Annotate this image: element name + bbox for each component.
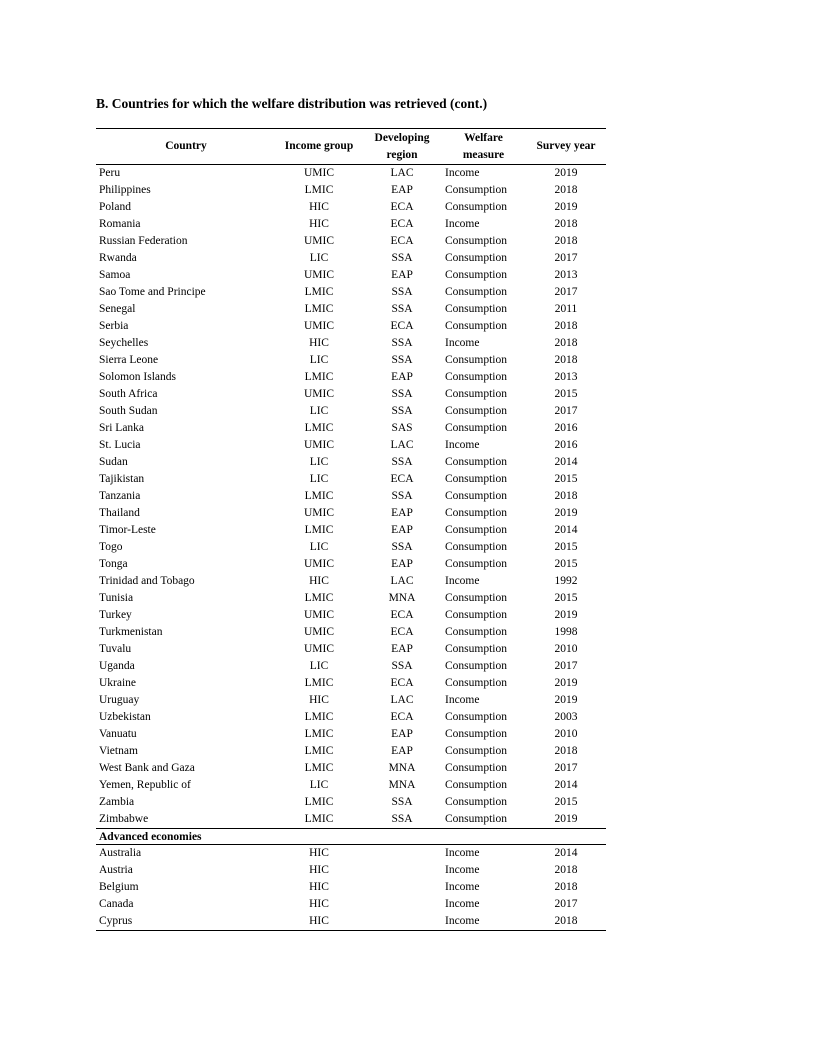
cell-welfare-measure: Consumption (445, 677, 507, 689)
cell-country: Solomon Islands (99, 371, 176, 383)
cell-survey-year: 2018 (554, 745, 578, 757)
table-row (96, 199, 606, 216)
group-advanced-economies: Advanced economies (96, 828, 606, 845)
cell-welfare-measure: Income (445, 847, 480, 859)
cell-welfare-measure: Consumption (445, 813, 507, 825)
table-header (96, 128, 606, 165)
table-row (96, 641, 606, 658)
cell-income-group: UMIC (303, 643, 335, 655)
cell-developing-region: EAP (391, 371, 413, 383)
cell-country: Sierra Leone (99, 354, 159, 366)
table-row (96, 811, 606, 828)
cell-income-group: HIC (309, 847, 329, 859)
cell-income-group: UMIC (303, 388, 335, 400)
cell-country: Turkmenistan (99, 626, 163, 638)
cell-welfare-measure: Consumption (445, 354, 507, 366)
cell-survey-year: 2017 (554, 405, 578, 417)
header-developing-region-line1: Developing (374, 132, 430, 144)
cell-income-group: HIC (309, 201, 329, 213)
table-row (96, 845, 606, 862)
cell-developing-region: LAC (390, 439, 414, 451)
table-row (96, 318, 606, 335)
cell-welfare-measure: Income (445, 898, 480, 910)
table-row (96, 607, 606, 624)
cell-survey-year: 2015 (554, 558, 578, 570)
table-row (96, 471, 606, 488)
cell-income-group: UMIC (303, 609, 335, 621)
cell-country: Uruguay (99, 694, 140, 706)
cell-survey-year: 2010 (554, 643, 578, 655)
cell-survey-year: 2019 (554, 201, 578, 213)
cell-survey-year: 2015 (554, 541, 578, 553)
cell-income-group: UMIC (303, 235, 335, 247)
cell-developing-region: LAC (390, 167, 414, 179)
cell-country: Vanuatu (99, 728, 137, 740)
cell-survey-year: 2014 (554, 456, 578, 468)
cell-welfare-measure: Consumption (445, 405, 507, 417)
table-row (96, 369, 606, 386)
cell-welfare-measure: Consumption (445, 745, 507, 757)
cell-developing-region: SAS (391, 422, 413, 434)
cell-survey-year: 2015 (554, 473, 578, 485)
cell-survey-year: 2017 (554, 762, 578, 774)
cell-welfare-measure: Consumption (445, 643, 507, 655)
cell-income-group: LMIC (304, 422, 334, 434)
cell-survey-year: 2013 (554, 371, 578, 383)
table-row (96, 182, 606, 199)
cell-country: Uganda (99, 660, 135, 672)
cell-welfare-measure: Income (445, 575, 480, 587)
table-row (96, 505, 606, 522)
table-row (96, 879, 606, 896)
cell-welfare-measure: Income (445, 218, 480, 230)
cell-developing-region: ECA (390, 218, 414, 230)
cell-country: Zambia (99, 796, 135, 808)
cell-country: Rwanda (99, 252, 137, 264)
cell-survey-year: 2016 (554, 439, 578, 451)
cell-welfare-measure: Consumption (445, 507, 507, 519)
cell-survey-year: 2016 (554, 422, 578, 434)
cell-income-group: LMIC (304, 286, 334, 298)
table-row (96, 896, 606, 913)
table-row (96, 743, 606, 760)
cell-welfare-measure: Consumption (445, 796, 507, 808)
table-row (96, 658, 606, 675)
cell-developing-region: ECA (390, 677, 414, 689)
cell-developing-region: SSA (391, 388, 413, 400)
cell-income-group: LMIC (304, 303, 334, 315)
cell-country: Australia (99, 847, 142, 859)
cell-welfare-measure: Consumption (445, 184, 507, 196)
cell-country: Tajikistan (99, 473, 145, 485)
table-row (96, 386, 606, 403)
cell-income-group: LIC (309, 541, 329, 553)
table-row (96, 352, 606, 369)
cell-country: Zimbabwe (99, 813, 149, 825)
cell-developing-region: EAP (391, 507, 413, 519)
cell-developing-region: SSA (391, 405, 413, 417)
cell-income-group: HIC (309, 881, 329, 893)
cell-income-group: UMIC (303, 167, 335, 179)
cell-welfare-measure: Consumption (445, 422, 507, 434)
cell-country: Trinidad and Tobago (99, 575, 195, 587)
header-income-group: Income group (284, 140, 354, 152)
cell-developing-region: ECA (390, 235, 414, 247)
cell-country: Togo (99, 541, 123, 553)
cell-income-group: LIC (309, 405, 329, 417)
cell-survey-year: 2015 (554, 796, 578, 808)
cell-welfare-measure: Consumption (445, 728, 507, 740)
cell-income-group: LMIC (304, 796, 334, 808)
cell-survey-year: 2018 (554, 864, 578, 876)
cell-welfare-measure: Consumption (445, 201, 507, 213)
cell-income-group: HIC (309, 337, 329, 349)
table-row (96, 573, 606, 590)
table-row (96, 726, 606, 743)
cell-income-group: LMIC (304, 371, 334, 383)
cell-welfare-measure: Consumption (445, 541, 507, 553)
cell-developing-region: SSA (391, 303, 413, 315)
cell-welfare-measure: Income (445, 694, 480, 706)
cell-country: Serbia (99, 320, 129, 332)
cell-survey-year: 2018 (554, 354, 578, 366)
table-row (96, 624, 606, 641)
cell-income-group: LIC (309, 252, 329, 264)
cell-country: Uzbekistan (99, 711, 151, 723)
table-row (96, 692, 606, 709)
cell-country: Canada (99, 898, 134, 910)
cell-welfare-measure: Consumption (445, 252, 507, 264)
cell-country: West Bank and Gaza (99, 762, 195, 774)
cell-income-group: HIC (309, 915, 329, 927)
cell-welfare-measure: Consumption (445, 473, 507, 485)
cell-welfare-measure: Income (445, 439, 480, 451)
cell-income-group: LMIC (304, 813, 334, 825)
cell-survey-year: 2014 (554, 847, 578, 859)
cell-income-group: LMIC (304, 490, 334, 502)
header-welfare-measure (436, 130, 531, 164)
cell-survey-year: 2014 (554, 524, 578, 536)
cell-income-group: HIC (309, 864, 329, 876)
cell-developing-region: ECA (390, 201, 414, 213)
table-row (96, 777, 606, 794)
cell-country: St. Lucia (99, 439, 141, 451)
cell-country: Russian Federation (99, 235, 188, 247)
countries-table (96, 128, 606, 931)
cell-country: Tanzania (99, 490, 141, 502)
cell-developing-region: SSA (391, 456, 413, 468)
table-row (96, 862, 606, 879)
cell-country: Turkey (99, 609, 132, 621)
table-row (96, 539, 606, 556)
cell-welfare-measure: Income (445, 337, 480, 349)
cell-developing-region: EAP (391, 728, 413, 740)
cell-income-group: LIC (309, 660, 329, 672)
cell-welfare-measure: Consumption (445, 558, 507, 570)
cell-developing-region: ECA (390, 626, 414, 638)
cell-welfare-measure: Income (445, 915, 480, 927)
cell-survey-year: 2018 (554, 218, 578, 230)
cell-country: Seychelles (99, 337, 149, 349)
cell-developing-region: SSA (391, 660, 413, 672)
table-row (96, 522, 606, 539)
cell-developing-region: ECA (390, 320, 414, 332)
cell-welfare-measure: Income (445, 881, 480, 893)
cell-income-group: HIC (309, 218, 329, 230)
cell-welfare-measure: Consumption (445, 371, 507, 383)
cell-country: Senegal (99, 303, 136, 315)
cell-developing-region: SSA (391, 796, 413, 808)
cell-country: Tonga (99, 558, 128, 570)
cell-survey-year: 2019 (554, 167, 578, 179)
table-row (96, 250, 606, 267)
cell-developing-region: EAP (391, 745, 413, 757)
cell-developing-region: SSA (391, 337, 413, 349)
cell-welfare-measure: Consumption (445, 303, 507, 315)
cell-welfare-measure: Consumption (445, 524, 507, 536)
cell-developing-region: LAC (390, 694, 414, 706)
cell-income-group: LMIC (304, 728, 334, 740)
cell-developing-region: SSA (391, 813, 413, 825)
cell-welfare-measure: Income (445, 864, 480, 876)
cell-survey-year: 2019 (554, 609, 578, 621)
cell-country: Sao Tome and Principe (99, 286, 206, 298)
cell-country: Belgium (99, 881, 139, 893)
cell-country: Sudan (99, 456, 128, 468)
cell-income-group: UMIC (303, 269, 335, 281)
cell-income-group: LIC (309, 354, 329, 366)
cell-survey-year: 2017 (554, 660, 578, 672)
cell-country: Yemen, Republic of (99, 779, 191, 791)
cell-country: Philippines (99, 184, 151, 196)
cell-survey-year: 2018 (554, 184, 578, 196)
cell-country: Peru (99, 167, 121, 179)
header-survey-year: Survey year (536, 140, 596, 152)
cell-developing-region: EAP (391, 643, 413, 655)
cell-country: Poland (99, 201, 131, 213)
table-row (96, 794, 606, 811)
cell-developing-region: EAP (391, 524, 413, 536)
table-row (96, 284, 606, 301)
cell-income-group: HIC (309, 898, 329, 910)
table-row (96, 267, 606, 284)
cell-welfare-measure: Consumption (445, 779, 507, 791)
cell-income-group: LMIC (304, 592, 334, 604)
header-welfare-line1: Welfare (464, 132, 503, 144)
table-row (96, 590, 606, 607)
cell-income-group: UMIC (303, 626, 335, 638)
cell-income-group: LIC (309, 779, 329, 791)
table-row (96, 760, 606, 777)
table-row (96, 165, 606, 182)
table-row (96, 403, 606, 420)
table-row (96, 556, 606, 573)
cell-income-group: UMIC (303, 558, 335, 570)
cell-developing-region: EAP (391, 558, 413, 570)
cell-survey-year: 2018 (554, 235, 578, 247)
cell-survey-year: 2015 (554, 388, 578, 400)
table-row (96, 301, 606, 318)
cell-country: Thailand (99, 507, 140, 519)
cell-income-group: UMIC (303, 320, 335, 332)
cell-country: Ukraine (99, 677, 137, 689)
cell-survey-year: 2019 (554, 694, 578, 706)
cell-developing-region: EAP (391, 269, 413, 281)
cell-developing-region: SSA (391, 354, 413, 366)
cell-income-group: LMIC (304, 677, 334, 689)
cell-survey-year: 2018 (554, 337, 578, 349)
table-row (96, 233, 606, 250)
cell-welfare-measure: Consumption (445, 320, 507, 332)
cell-country: Austria (99, 864, 133, 876)
cell-developing-region: MNA (388, 592, 416, 604)
table-row (96, 454, 606, 471)
advanced-rows (96, 845, 606, 931)
cell-welfare-measure: Consumption (445, 626, 507, 638)
header-developing-region-line2: region (386, 149, 418, 161)
cell-survey-year: 2019 (554, 507, 578, 519)
header-developing-region (358, 130, 446, 164)
table-row (96, 709, 606, 726)
cell-country: Tuvalu (99, 643, 132, 655)
cell-income-group: HIC (309, 694, 329, 706)
table-row (96, 420, 606, 437)
cell-country: South Africa (99, 388, 158, 400)
cell-income-group: UMIC (303, 507, 335, 519)
table-row (96, 675, 606, 692)
cell-developing-region: EAP (391, 184, 413, 196)
cell-developing-region: SSA (391, 286, 413, 298)
cell-country: Romania (99, 218, 141, 230)
cell-survey-year: 2017 (554, 898, 578, 910)
cell-country: Samoa (99, 269, 131, 281)
cell-welfare-measure: Consumption (445, 235, 507, 247)
cell-country: Sri Lanka (99, 422, 145, 434)
cell-survey-year: 2013 (554, 269, 578, 281)
cell-income-group: LMIC (304, 184, 334, 196)
cell-developing-region: MNA (388, 762, 416, 774)
cell-income-group: UMIC (303, 439, 335, 451)
table-row (96, 335, 606, 352)
table-row (96, 216, 606, 233)
cell-welfare-measure: Consumption (445, 660, 507, 672)
header-country: Country (165, 140, 207, 152)
table-row (96, 437, 606, 454)
cell-income-group: LMIC (304, 762, 334, 774)
cell-survey-year: 2017 (554, 252, 578, 264)
cell-survey-year: 2019 (554, 813, 578, 825)
cell-welfare-measure: Consumption (445, 269, 507, 281)
cell-income-group: LIC (309, 456, 329, 468)
cell-developing-region: SSA (391, 490, 413, 502)
cell-survey-year: 2019 (554, 677, 578, 689)
cell-survey-year: 2003 (554, 711, 578, 723)
cell-welfare-measure: Consumption (445, 711, 507, 723)
cell-welfare-measure: Consumption (445, 388, 507, 400)
table-caption: B. Countries for which the welfare distribution was retrieved (cont.) (96, 96, 488, 111)
cell-survey-year: 2018 (554, 320, 578, 332)
cell-income-group: LMIC (304, 745, 334, 757)
cell-welfare-measure: Consumption (445, 609, 507, 621)
cell-welfare-measure: Consumption (445, 286, 507, 298)
cell-income-group: HIC (309, 575, 329, 587)
cell-welfare-measure: Consumption (445, 456, 507, 468)
cell-developing-region: SSA (391, 252, 413, 264)
cell-developing-region: LAC (390, 575, 414, 587)
cell-developing-region: SSA (391, 541, 413, 553)
cell-survey-year: 1998 (554, 626, 578, 638)
table-row (96, 913, 606, 930)
cell-survey-year: 2018 (554, 881, 578, 893)
cell-country: Timor-Leste (99, 524, 156, 536)
cell-survey-year: 2014 (554, 779, 578, 791)
cell-country: Vietnam (99, 745, 138, 757)
cell-survey-year: 2018 (554, 490, 578, 502)
cell-survey-year: 2017 (554, 286, 578, 298)
cell-income-group: LMIC (304, 711, 334, 723)
cell-income-group: LIC (309, 473, 329, 485)
cell-developing-region: MNA (388, 779, 416, 791)
header-welfare-line2: measure (462, 149, 505, 161)
cell-developing-region: ECA (390, 473, 414, 485)
cell-survey-year: 1992 (554, 575, 578, 587)
cell-welfare-measure: Consumption (445, 490, 507, 502)
cell-survey-year: 2011 (554, 303, 578, 315)
developing-rows (96, 165, 606, 828)
cell-welfare-measure: Income (445, 167, 480, 179)
cell-developing-region: ECA (390, 609, 414, 621)
cell-developing-region: ECA (390, 711, 414, 723)
cell-survey-year: 2018 (554, 915, 578, 927)
cell-country: Cyprus (99, 915, 133, 927)
cell-survey-year: 2015 (554, 592, 578, 604)
cell-welfare-measure: Consumption (445, 762, 507, 774)
cell-country: South Sudan (99, 405, 158, 417)
cell-income-group: LMIC (304, 524, 334, 536)
table-row (96, 488, 606, 505)
cell-survey-year: 2010 (554, 728, 578, 740)
cell-welfare-measure: Consumption (445, 592, 507, 604)
cell-country: Tunisia (99, 592, 134, 604)
